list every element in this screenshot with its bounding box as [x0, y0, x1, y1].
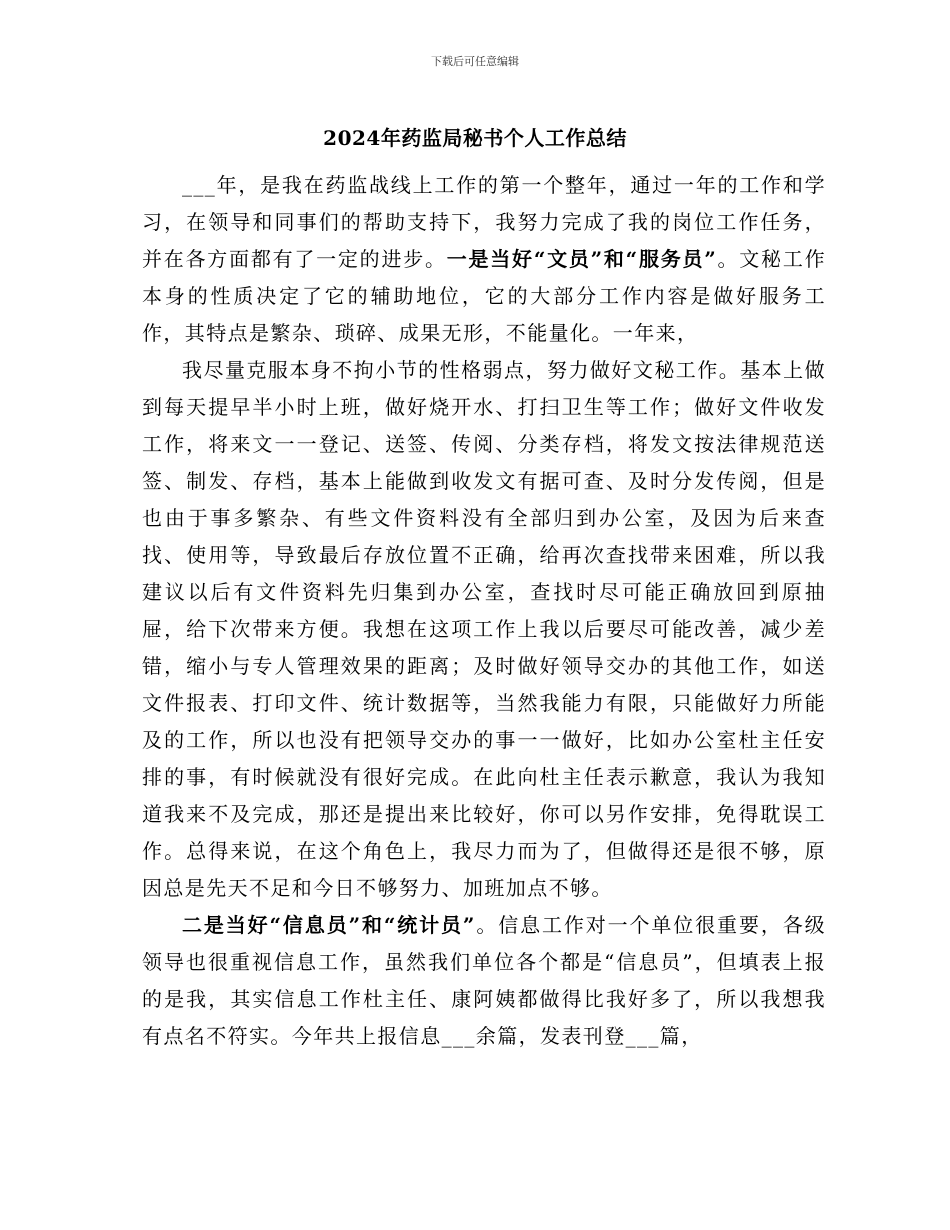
paragraph-3-text: 。信息工作对一个单位很重要，各级领导也很重视信息工作，虽然我们单位各个都是“信息员”，但填表上报的是我，其实信息工作杜主任、康阿姨都做得比我好多了，所以我想我有点名不符实。今年共上报信息___余篇，发表刊登___篇，: [142, 913, 827, 1048]
paragraph-3-bold-heading: 二是当好“信息员”和“统计员”: [182, 913, 476, 937]
paragraph-1: [142, 167, 826, 352]
paragraph-1-text-b: 。文秘工作本身的性质决定了它的辅助地位，它的大部分工作内容是做好服务工作，其特点是繁杂、琐碎、成果无形，不能量化。一年来，: [142, 247, 826, 345]
paragraph-2: 我尽量克服本身不拘小节的性格弱点，努力做好文秘工作。基本上做到每天提早半小时上班，做好烧开水、打扫卫生等工作；做好文件收发工作，将来文一一登记、送签、传阅、分类存档，将发文按法律规范送签、制发、存档，基本上能做到收发文有据可查、及时分发传阅，但是也由于事多繁杂、有些文件资料没有全部归到办公室，及因为后来查找、使用等，导致最后存放位置不正确，给再次查找带来困难，所以我建议以后有文件资料先归集到办公室，查找时尽可能正确放回到原抽屉，给下次带来方便。我想在这项工作上我以后要尽可能改善，减少差错，缩小与专人管理效果的距离；及时做好领导交办的其他工作，如送文件报表、打印文件、统计数据等，当然我能力有限，只能做好力所能及的工作，所以也没有把领导交办的事一一做好，比如办公室杜主任安排的事，有时候就没有很好完成。在此向杜主任表示歉意，我认为我知道我来不及完成，那还是提出来比较好，你可以另作安排，免得耽误工作。总得来说，在这个角色上，我尽力而为了，但做得还是很不够，原因总是先天不足和今日不够努力、加班加点不够。: [142, 358, 826, 900]
paragraph-1-bold-heading: 一是当好“文员”和“服务员”: [446, 247, 718, 271]
paragraph-1-text-a: ___年，是我在药监战线上工作的第一个整年，通过一年的工作和学习，在领导和同事们的帮助支持下，我努力完成了我的岗位工作任务，并在各方面都有了一定的进步。: [142, 173, 826, 271]
document-title: 2024年药监局秘书个人工作总结: [323, 126, 627, 150]
document-body: [142, 167, 826, 1055]
page-header-note: 下载后可任意编辑: [431, 55, 519, 68]
paragraph-3: [142, 907, 826, 1055]
